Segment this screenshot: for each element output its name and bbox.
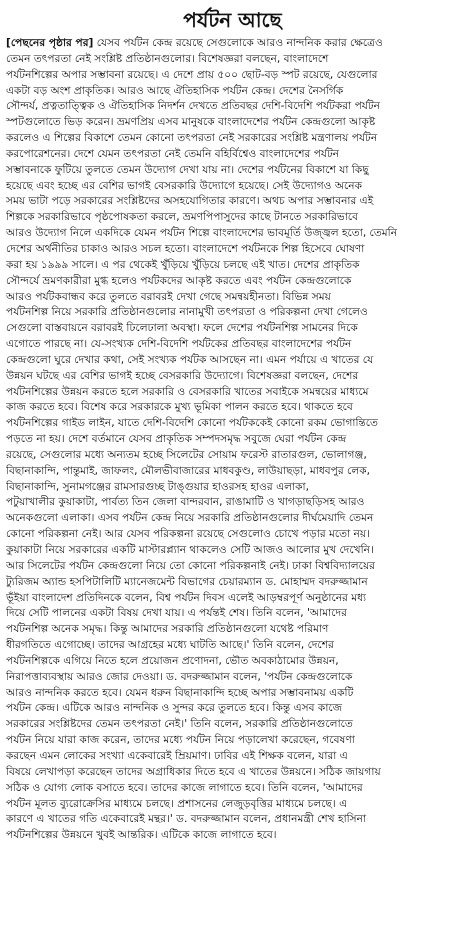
body-line-1	[6, 36, 459, 52]
body-line-48: সঠিক ও যোগ্য লোক বসাতে হবে। তাদের কাজে লাগাতে হবে। তিনি বলেন, 'আমাদের	[6, 781, 363, 794]
body-line-42: আরও নান্দনিক করতে হবে। যেমন ধরুন বিছানাকান্দি হচ্ছে অপার সম্ভাবনাময় একটি	[6, 686, 354, 699]
body-line-2: তেমন তৎপরতা নেই সংশ্লিষ্ট প্রতিষ্ঠানগুলোর। বিশেষজ্ঞরা বলছেন, বাংলাদেশে	[6, 52, 329, 65]
body-line-13: আরও উদ্যোগ নিলে একদিকে যেমন পর্যটন শিল্পে বাংলাদেশের ভাবমূর্তি উজ্জ্বল হতো, তেমনি	[6, 227, 398, 240]
body-line-22: উন্নয়ন ঘটছে এর বেশির ভাগই হচ্ছে বেসরকারি উদ্যোগে। বিশেষজ্ঞরা বলছেন, দেশের	[6, 369, 359, 382]
body-line-11: সময় ভাটা পড়ে সরকারের সংশ্লিষ্টদের অসহযোগিতার কারণে। অথচ অপার সম্ভাবনার এই	[6, 195, 374, 208]
body-line-27: রয়েছে, সেগুলোর মধ্যে অন্যতম হচ্ছে সিলেটের সোয়াম ফরেস্ট রাতারগুল, ভোলাগঞ্জ,	[6, 448, 367, 461]
body-line-29: বিছানাকান্দি, সুনামগঞ্জের রামসারগুচ্ছ টাঙ্গুয়ার হাওরসহ হাওর এলাকা,	[6, 480, 309, 493]
body-line-9: সম্ভাবনাকে ফুটিয়ে তুলতে তেমন উদ্যোগ দেখা যায় না। দেশের পর্যটনের বিকাশে যা কিছু	[6, 163, 369, 176]
body-line-25: পর্যটনশিল্পের গাইড লাইন, যাতে দেশি-বিদেশি কোনো পর্যটককেই কোনো রকম ভোগান্তিতে	[6, 417, 379, 430]
body-line-43: পর্যটন কেন্দ্র। এটিকে আরও নান্দনিক ও সুন্দর করে তুলতে হবে। কিন্তু এসব কাজে	[6, 702, 343, 715]
article-body	[6, 36, 459, 844]
continuation-tag: [পেছনের পৃষ্ঠার পর]	[6, 37, 94, 49]
article-headline: পর্যটন আছে	[183, 8, 282, 32]
body-line-6: স্পটগুলোতে ভিড় করেন। ভ্রমণপ্রিয় এসব মানুষকে বাংলাদেশের পর্যটন কেন্দ্রগুলো আকৃষ্ট	[6, 116, 376, 129]
body-line-10: হয়েছে এবং হচ্ছে এর বেশির ভাগই বেসরকারি উদ্যোগে হয়েছে। সেই উদ্যোগও অনেক	[6, 179, 363, 192]
body-line-26: পড়তে না হয়। দেশে বর্তমানে যেসব প্রাকৃতিক সম্পদসমৃদ্ধ সবুজে ঘেরা পর্যটন কেন্দ্র	[6, 433, 347, 446]
body-line-17: আরও পর্যটকবান্ধব করে তুলতে বরাবরই দেখা গেছে সমন্বয়হীনতা। বিভিন্ন সময়	[6, 290, 331, 303]
body-line-49: পর্যটন মূলত ব্যুরোক্রেসির মাধ্যমে চলছে। প্রশাসনের লেজুড়বৃত্তির মাধ্যমে চলছে। এ	[6, 797, 348, 810]
body-line-37: দিয়ে সেটি পালনের একটা বিষয় দেখা যায়। এ পর্যন্তই শেষ। তিনি বলেন, 'আমাদের	[6, 607, 347, 620]
body-line-51: পর্যটনশিল্পের উন্নয়নে খুবই আন্তরিক। এটিকে কাজে লাগাতে হবে।	[6, 829, 277, 842]
body-line-1-text: যেসব পর্যটন কেন্দ্র রয়েছে সেগুলোকে আরও নান্দনিক করার ক্ষেত্রেও	[93, 37, 383, 49]
body-line-19: সেগুলো বাস্তবায়নে বরাবরই ঢিলেঢালা অবস্থা। ফলে দেশের পর্যটনশিল্প সামনের দিকে	[6, 322, 358, 335]
body-line-7: করলেও এ শিল্পের বিকাশে তেমন কোনো তৎপরতা নেই সরকারের সংশ্লিষ্ট মন্ত্রণালয় পর্যটন	[6, 132, 378, 145]
body-line-28: বিছানাকান্দি, পান্তুমাই, জাফলং, মৌলভীবাজারের মাধবকুণ্ড, লাউয়াছড়া, মাধবপুর লেক,	[6, 464, 371, 477]
body-line-3: পর্যটনশিল্পের অপার সম্ভাবনা রয়েছে। এ দেশে প্রায় ৫০০ ছোট-বড় স্পট রয়েছে, যেগুলোর	[6, 68, 378, 81]
body-line-16: সৌন্দর্যে ভ্রমণকারীরা মুগ্ধ হলেও পর্যটকদের আকৃষ্ট করতে এবং পর্যটন কেন্দ্রগুলোকে	[6, 274, 352, 287]
body-line-5: সৌন্দর্য, প্রত্নতাত্ত্বিক ও ঐতিহাসিক নিদর্শন দেখতে প্রতিবছর দেশি-বিদেশি পর্যটকরা পর্যটন	[6, 100, 380, 113]
body-line-46: করছেন এমন লোকের সংখ্যা একেবারেই ম্রিয়মাণ। ঢাবির এই শিক্ষক বলেন, যারা এ	[6, 749, 348, 762]
body-line-47: বিষয়ে লেখাপড়া করেছেন তাদের অগ্রাধিকার দিতে হবে এ খাতের উন্নয়নে। সঠিক জায়গায়	[6, 765, 381, 778]
body-line-15: করা হয় ১৯৯৯ সালে। এ পর থেকেই খুঁড়িয়ে খুঁড়িয়ে চলছে এই খাত। দেশের প্রাকৃতিক	[6, 258, 360, 271]
body-line-20: এগোতে পারছে না। যে-সংখ্যক দেশি-বিদেশি পর্যটকের প্রতিবছর বাংলাদেশের পর্যটন	[6, 338, 352, 351]
body-line-36: ভূঁইয়া বাংলাদেশ প্রতিদিনকে বলেন, বিশ্ব পর্যটন দিবস এলেই আড়ম্বরপূর্ণ অনুষ্ঠানের মধ্য	[6, 591, 367, 604]
body-line-4: একটা বড় অংশ প্রাকৃতিক। আরও আছে ঐতিহাসিক পর্যটন কেন্দ্র। দেশের নৈসর্গিক	[6, 84, 344, 97]
body-line-44: সরকারের সংশ্লিষ্টদের তেমন তৎপরতা নেই।' তিনি বলেন, সরকারি প্রতিষ্ঠানগুলোতে	[6, 718, 353, 731]
body-line-33: কুয়াকাটা নিয়ে সরকারের একটি মাস্টারপ্ল্যান থাকলেও সেটি আজও আলোর মুখ দেখেনি।	[6, 544, 374, 556]
body-line-21: কেন্দ্রগুলো ঘুরে দেখার কথা, সেই সংখ্যক পর্যটক আসছেন না। এমন পর্যায়ে এ খাতের যে	[6, 353, 374, 366]
body-line-18: পর্যটনশিল্প নিয়ে সরকারি প্রতিষ্ঠানগুলোর নানামুখী তৎপরতা ও পরিকল্পনা দেখা গেলেও	[6, 306, 368, 319]
body-line-14: দেশের অর্থনীতির চাকাও আরও সচল হতো। বাংলাদেশে পর্যটনকে শিল্প হিসেবে ঘোষণা	[6, 242, 365, 255]
body-line-32: কোনো পরিকল্পনা নেই। আর যেসব পরিকল্পনা রয়েছে সেগুলোও চোখে পড়ার মতো নয়।	[6, 528, 370, 541]
body-line-40: পর্যটনশিল্পকে এগিয়ে নিতে হলে প্রয়োজন প্রণোদনা, ভৌত অবকাঠামোর উন্নয়ন,	[6, 654, 339, 667]
body-line-24: কাজ করতে হবে। বিশেষ করে সরকারকে মুখ্য ভূমিকা পালন করতে হবে। থাকতে হবে	[6, 401, 353, 414]
body-line-34: আর সিলেটের পর্যটন কেন্দ্রগুলো নিয়ে তো কোনো পরিকল্পনাই নেই। ঢাকা বিশ্ববিদ্যালয়ের	[6, 559, 376, 572]
body-line-23: পর্যটনশিল্পের উন্নয়ন করতে হলে সরকারি ও বেসরকারি খাতের সবাইকে সমন্বয়ের মাধ্যমে	[6, 385, 369, 398]
body-line-30: পটুয়াখালীর কুয়াকাটা, পার্বত্য তিন জেলা বান্দরবান, রাঙামাটি ও খাগড়াছড়িসহ আরও	[6, 496, 365, 509]
body-line-31: অনেকগুলো এলাকা। এসব পর্যটন কেন্দ্র নিয়ে সরকারি প্রতিষ্ঠানগুলোর দীর্ঘমেয়াদি তেমন	[6, 512, 374, 525]
body-line-35: ট্যুরিজম অ্যান্ড হসপিটালিটি ম্যানেজমেন্ট বিভাগের চেয়ারম্যান ড. মোহাম্মদ বদরুজ্জামান	[6, 575, 368, 588]
body-line-50: কারণে এ খাতের গতি একেবারেই মন্থর।' ড. বদরুজ্জামান বলেন, প্রধানমন্ত্রী শেখ হাসিনা	[6, 813, 367, 826]
body-line-41: নিরাপত্তাব্যবস্থায় আরও জোর দেওয়া। ড. বদরুজ্জামান বলেন, 'পর্যটন কেন্দ্রগুলোকে	[6, 670, 353, 683]
body-line-12: শিল্পকে সরকারিভাবে পৃষ্ঠপোষকতা করলে, ভ্রমণপিপাসুদের কাছে টানতে সরকারিভাবে	[6, 211, 359, 224]
body-line-39: ধীরগতিতে এগোচ্ছে। তাদের আগ্রহের মধ্যে ঘাটতি আছে।' তিনি বলেন, দেশের	[6, 639, 334, 652]
body-line-38: পর্যটনশিল্প অনেক সমৃদ্ধ। কিন্তু আমাদের সরকারি প্রতিষ্ঠানগুলো যথেষ্ট পরিমাণ	[6, 623, 329, 636]
body-line-45: পর্যটন নিয়ে যারা কাজ করেন, তাদের মধ্যে পর্যটন নিয়ে পড়ালেখা করেছেন, গবেষণা	[6, 734, 355, 747]
body-line-8: করপোরেশনের। দেশে যেমন তৎপরতা নেই তেমনি বহির্বিশ্বেও বাংলাদেশের পর্যটন	[6, 147, 340, 160]
